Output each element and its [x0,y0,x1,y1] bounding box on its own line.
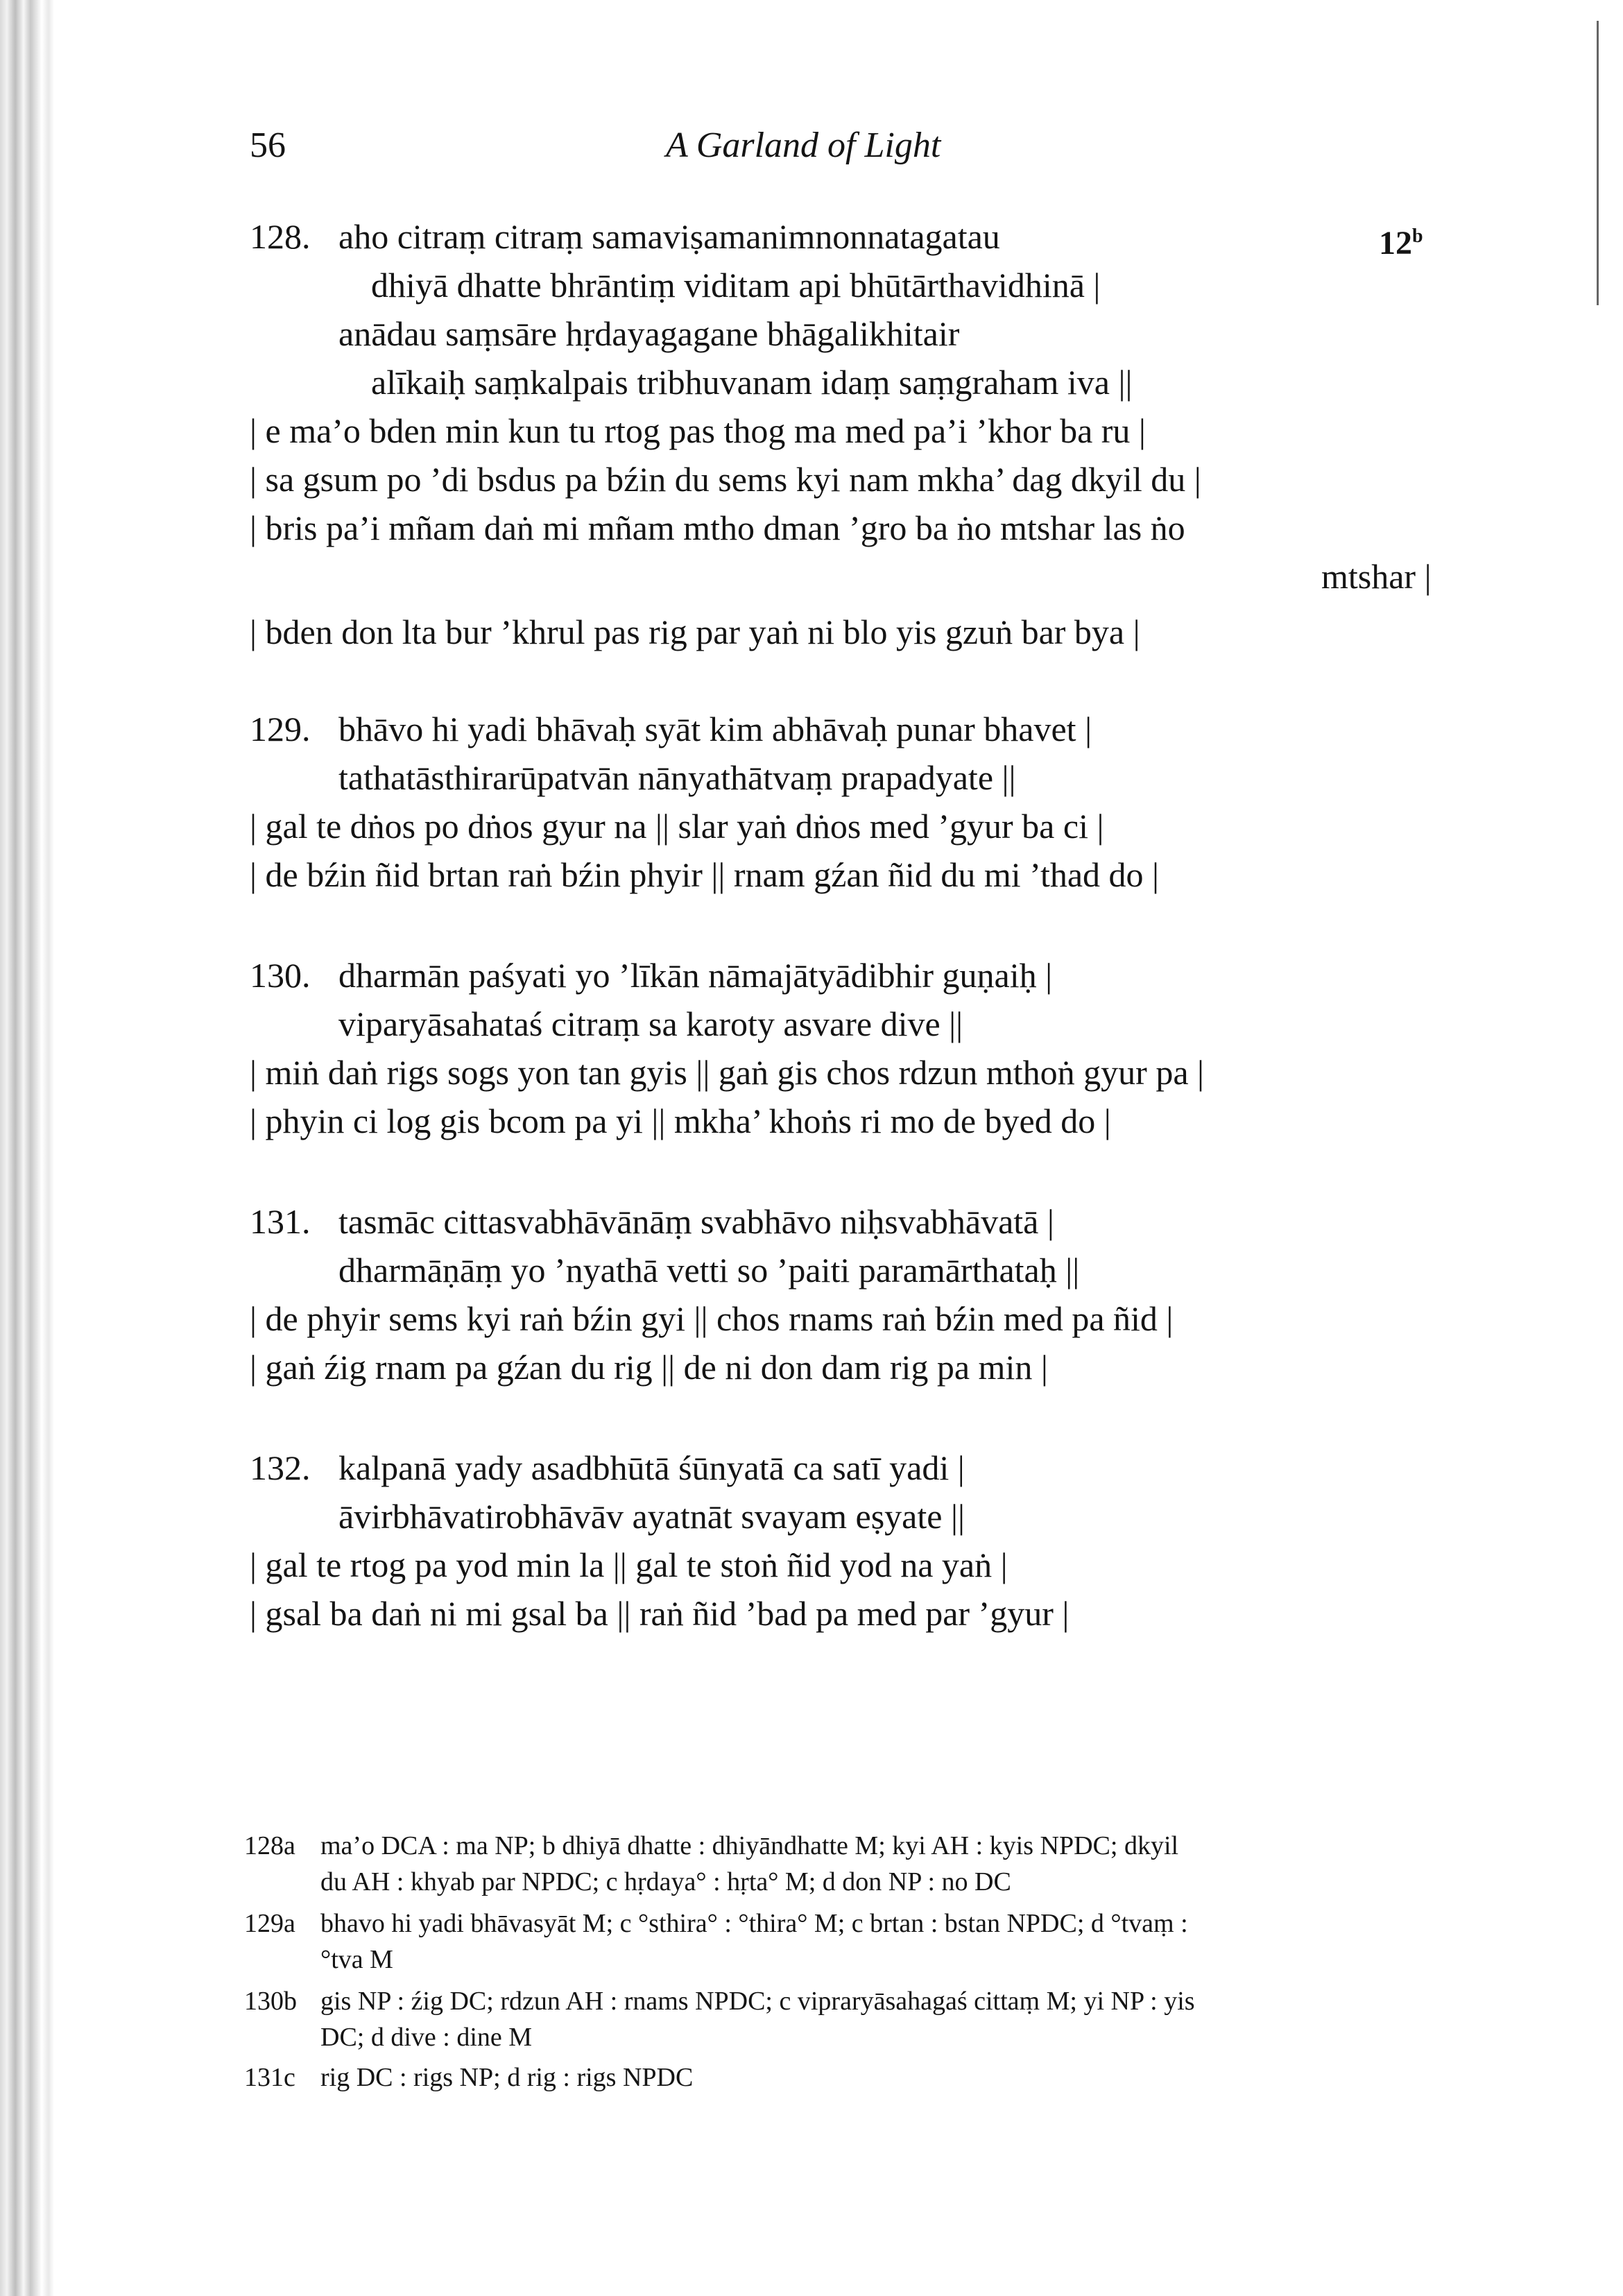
tibetan-line: | bris pa’i mñam daṅ mi mñam mtho dman ’gro ba ṅo mtshar las ṅo [250,508,1185,547]
tibetan-line: | miṅ daṅ rigs sogs yon tan gyis || gaṅ gis chos rdzun mthoṅ gyur pa | [250,1053,1205,1092]
verse-number: 129. [250,710,311,748]
tibetan-line: mtshar | [1321,557,1432,596]
sanskrit-line: kalpanā yady asadbhūtā śūnyatā ca satī yadi | [338,1448,965,1487]
tibetan-line: | de phyir sems kyi raṅ bźin gyi || chos rnams raṅ bźin med pa ñid | [250,1299,1174,1338]
tibetan-line: | e ma’o bden min kun tu rtog pas thog ma med pa’i ’khor ba ru | [250,411,1146,450]
footnote-line: du AH : khyab par NPDC; c hṛdaya° : hṛta° M; d don NP : no DC [320,1867,1011,1896]
tibetan-line: | gal te rtog pa yod min la || gal te stoṅ ñid yod na yaṅ | [250,1545,1008,1584]
footnote-line: rig DC : rigs NP; d rig : rigs NPDC [320,2063,694,2092]
sanskrit-line: dharmān paśyati yo ’līkān nāmajātyādibhir guṇaiḥ | [338,956,1053,995]
tibetan-line: | gsal ba daṅ ni mi gsal ba || raṅ ñid ’bad pa med par ’gyur | [250,1594,1070,1633]
footnote-label: 130b [244,1987,297,2016]
scan-edge-left [0,0,54,2296]
sanskrit-line: āvirbhāvatirobhāvāv ayatnāt svayam eṣyate || [338,1497,965,1536]
sanskrit-line: tathatāsthirarūpatvān nānyathātvaṃ prapadyate || [338,758,1016,797]
verse-number: 130. [250,956,311,995]
sanskrit-line: viparyāsahataś citraṃ sa karoty asvare dive || [338,1004,963,1043]
sanskrit-line: alīkaiḥ saṃkalpais tribhuvanam idaṃ saṃgraham iva || [371,363,1133,402]
sanskrit-line: dhiyā dhatte bhrāntiṃ viditam api bhūtārthavidhinā | [371,266,1101,305]
sanskrit-line: aho citraṃ citraṃ samaviṣamanimnonnatagatau [338,217,1000,256]
footnote-line: °tva M [320,1945,393,1974]
tibetan-line: | de bźin ñid brtan raṅ bźin phyir || rnam gźan ñid du mi ’thad do | [250,855,1160,894]
footnote-label: 131c [244,2063,295,2092]
sanskrit-line: anādau saṃsāre hṛdayagagane bhāgalikhitair [338,314,960,353]
footnote-label: 129a [244,1909,295,1938]
running-title: A Garland of Light [666,126,941,165]
footnote-line: ma’o DCA : ma NP; b dhiyā dhatte : dhiyāndhatte M; kyi AH : kyis NPDC; dkyil [320,1831,1179,1860]
tibetan-line: | gal te dṅos po dṅos gyur na || slar yaṅ dṅos med ’gyur ba ci | [250,807,1104,846]
sanskrit-line: tasmāc cittasvabhāvānāṃ svabhāvo niḥsvabhāvatā | [338,1202,1054,1241]
verse-number: 128. [250,217,311,256]
footnote-line: bhavo hi yadi bhāvasyāt M; c °sthira° : °thira° M; c brtan : bstan NPDC; d °tvaṃ : [320,1909,1188,1938]
sanskrit-line: bhāvo hi yadi bhāvaḥ syāt kim abhāvaḥ punar bhavet | [338,710,1092,748]
tibetan-line: | phyin ci log gis bcom pa yi || mkha’ khoṅs ri mo de byed do | [250,1102,1111,1140]
sanskrit-line: dharmāṇāṃ yo ’nyathā vetti so ’paiti paramārthataḥ || [338,1251,1080,1290]
footnote-line: gis NP : źig DC; rdzun AH : rnams NPDC; c vipraryāsahagaś cittaṃ M; yi NP : yis [320,1987,1195,2016]
footnote-line: DC; d dive : dine M [320,2023,533,2052]
tibetan-line: | sa gsum po ’di bsdus pa bźin du sems kyi nam mkha’ dag dkyil du | [250,460,1201,499]
page-number: 56 [250,126,286,165]
verse-number: 131. [250,1202,311,1241]
scan-edge-right [1597,21,1599,305]
footnote-label: 128a [244,1831,295,1860]
folio-marker [1379,215,1423,265]
verse-number: 132. [250,1448,311,1487]
folio-number: 12 [1379,225,1412,262]
tibetan-line: | gaṅ źig rnam pa gźan du rig || de ni don dam rig pa min | [250,1348,1048,1387]
tibetan-line: | bden don lta bur ’khrul pas rig par yaṅ ni blo yis gzuṅ bar bya | [250,612,1140,651]
folio-side: b [1412,225,1423,247]
